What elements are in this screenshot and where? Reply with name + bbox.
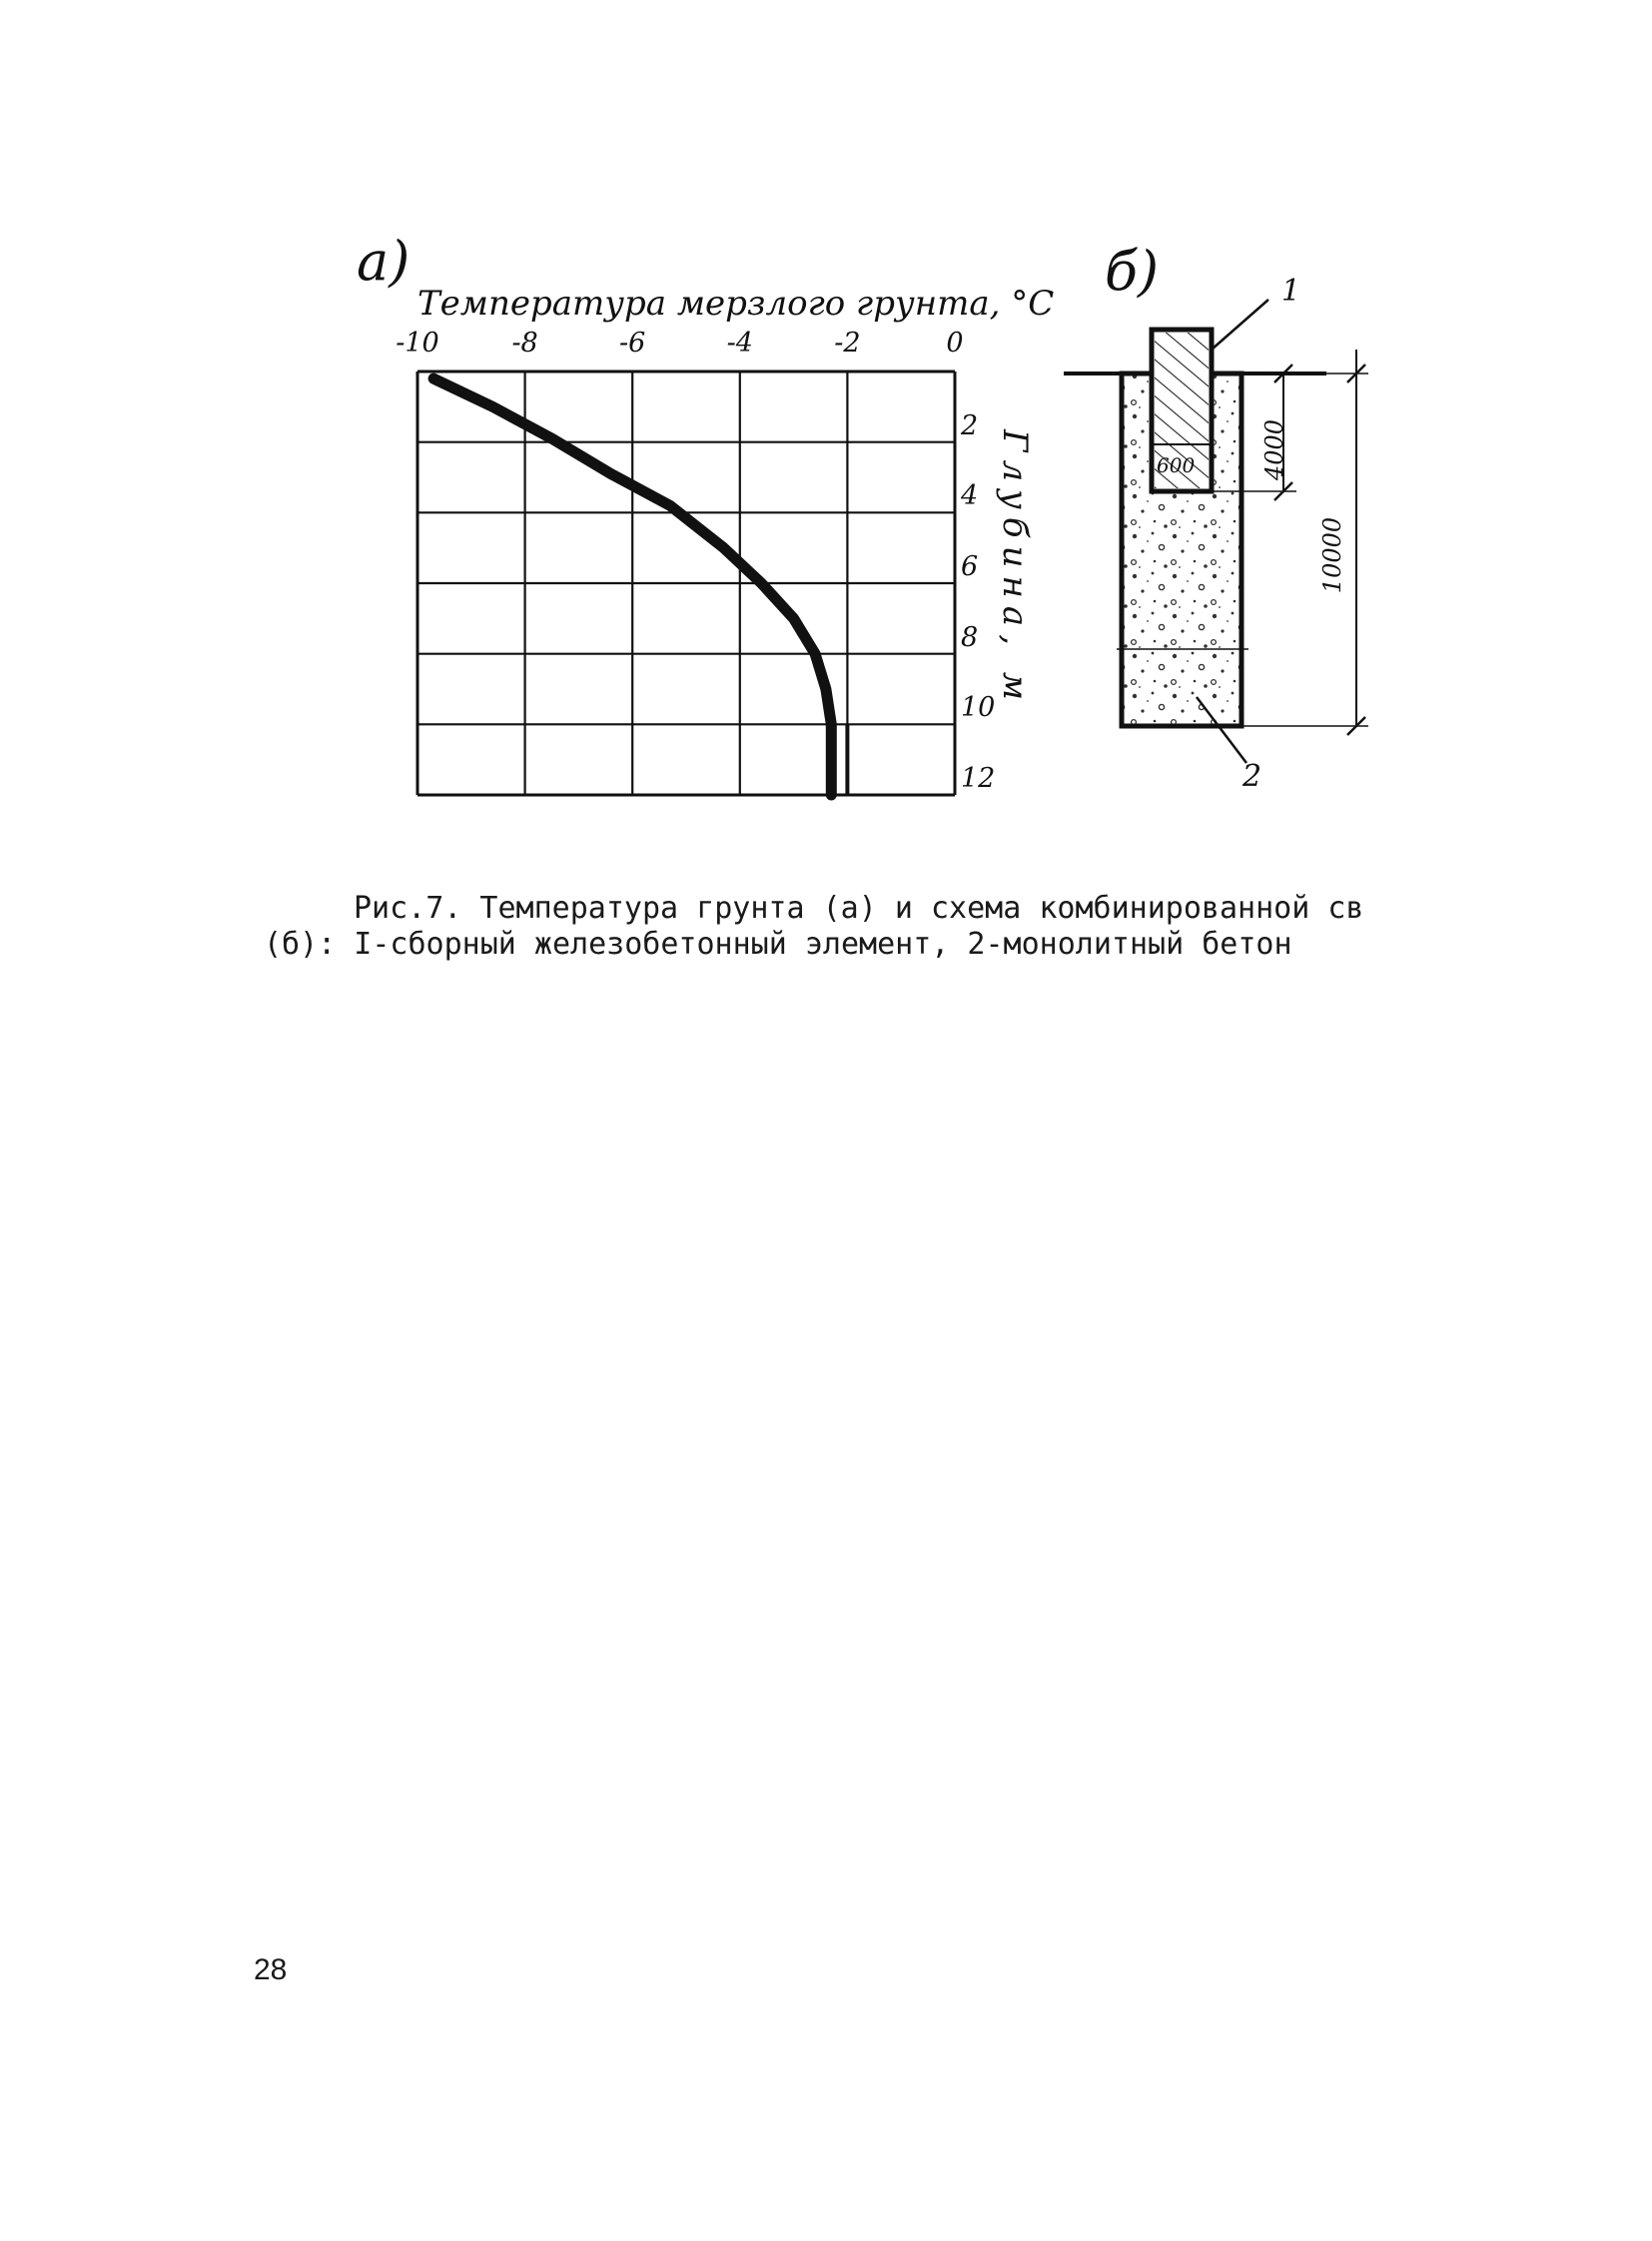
x-tick-label: -10	[396, 328, 439, 359]
callout-1: 1	[1281, 274, 1301, 309]
y-tick-label: 10	[961, 692, 996, 724]
y-tick-label: 12	[961, 763, 996, 794]
figure-caption	[264, 891, 1363, 963]
y-tick-label: 4	[961, 480, 979, 512]
panel-label-a: a)	[357, 230, 411, 293]
x-axis-title: Температура мерзлого грунта, °C	[417, 284, 1055, 324]
precast-element-label: 600	[1157, 453, 1196, 477]
dimension-10000: 10000	[1318, 516, 1346, 594]
caption-line-1: Рис.7. Температура грунта (а) и схема комбинированной св	[354, 891, 1364, 926]
y-tick-label: 8	[961, 621, 979, 653]
y-axis-title: Глубина, м	[995, 429, 1035, 709]
y-tick-label: 2	[961, 409, 979, 441]
chart-grid	[417, 372, 955, 795]
x-tick-label: 0	[946, 328, 964, 359]
callout-2: 2	[1242, 759, 1262, 794]
panel-label-b: б)	[1105, 240, 1160, 303]
y-tick-label: 6	[961, 551, 979, 582]
page-number: 28	[254, 1953, 288, 1986]
x-tick-label: -6	[619, 328, 646, 359]
caption-line-2: (б): I-сборный железобетонный элемент, 2-монолитный бетон	[264, 927, 1292, 962]
x-tick-label: -8	[511, 328, 538, 359]
x-tick-label: -4	[726, 328, 753, 359]
temperature-chart	[0, 0, 1652, 899]
x-tick-label: -2	[834, 328, 861, 359]
dimension-4000: 4000	[1260, 418, 1288, 480]
callout-leader-1	[1212, 300, 1268, 350]
